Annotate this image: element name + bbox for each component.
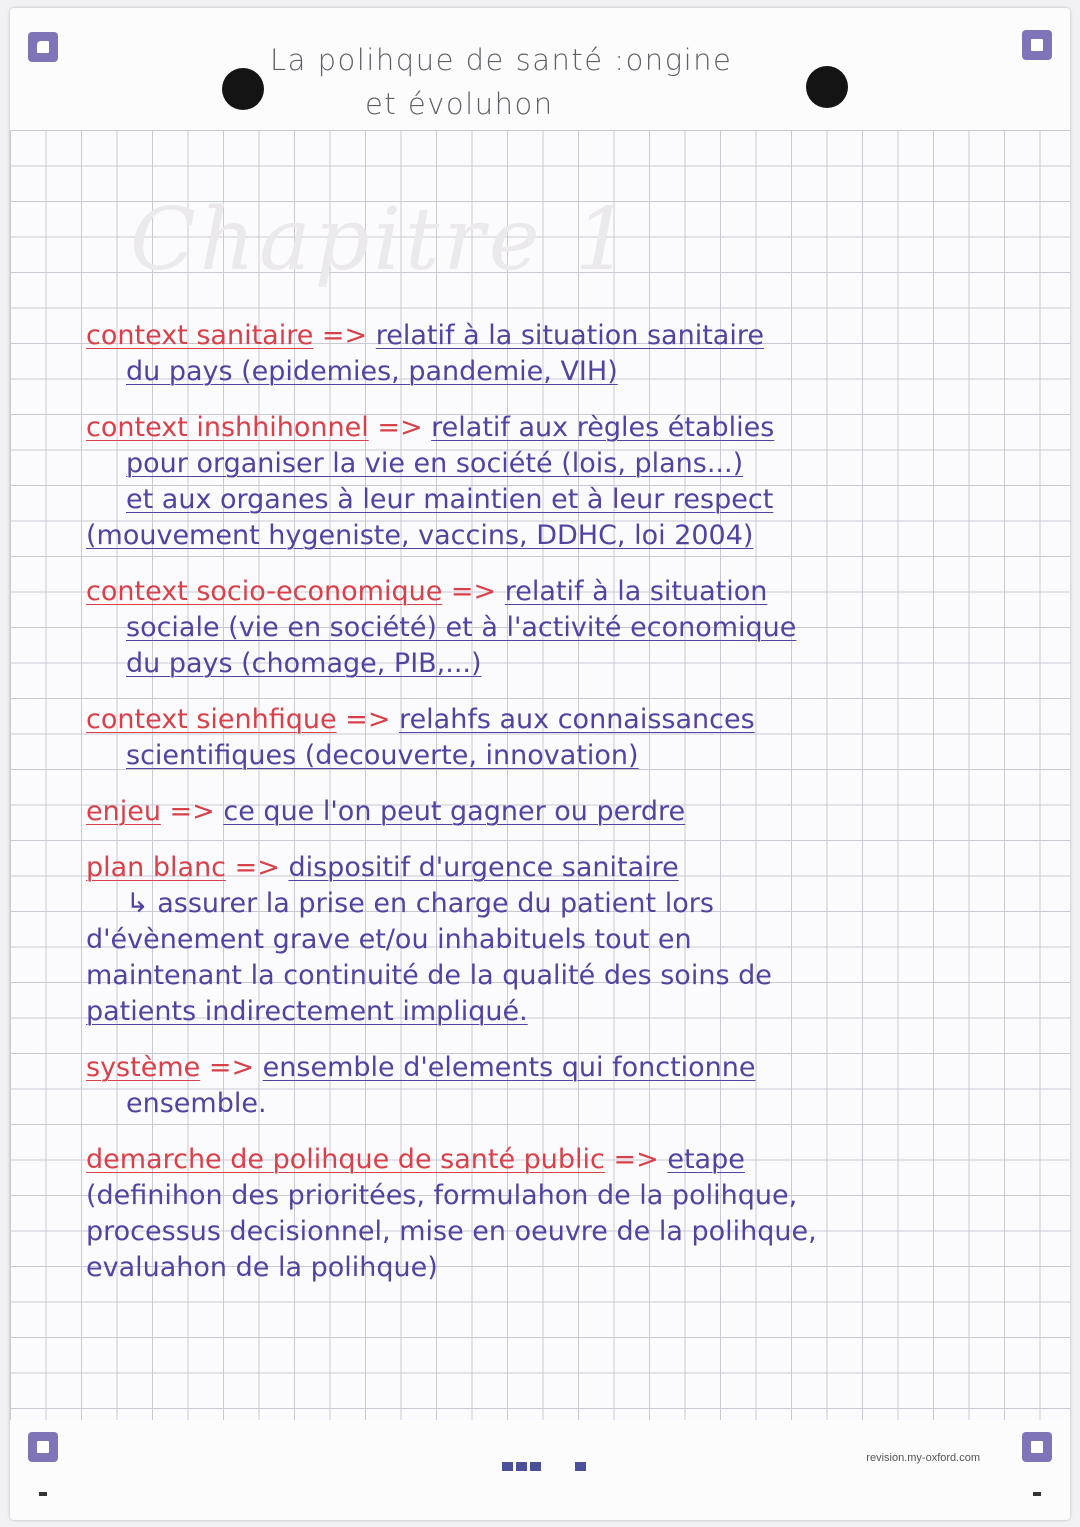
definition-entry bbox=[86, 410, 1046, 554]
term: système bbox=[86, 1052, 201, 1083]
definition-line: scientifiques (decouverte, innovation) bbox=[126, 740, 639, 771]
definition-line: etape bbox=[667, 1144, 745, 1175]
definition-entry bbox=[86, 574, 1046, 682]
notebook-page bbox=[10, 8, 1070, 1520]
page-title bbox=[270, 38, 830, 126]
definition-line: relahfs aux connaissances bbox=[399, 704, 755, 735]
definition-line: relatif à la situation bbox=[504, 576, 768, 607]
indicator-dot-icon bbox=[516, 1462, 527, 1471]
footer-site-url: revision.my-oxford.com bbox=[866, 1452, 980, 1464]
definition-line: du pays (chomage, PIB,...) bbox=[126, 648, 482, 679]
definition-line: ensemble d'elements qui fonctionne bbox=[262, 1052, 756, 1083]
corner-marker-bottom-right-icon bbox=[1022, 1432, 1052, 1462]
definition-entry bbox=[86, 1142, 1046, 1286]
arrow: => bbox=[234, 852, 280, 883]
arrow: => bbox=[169, 796, 215, 827]
definition-line: (definihon des prioritées, formulahon de la polihque, bbox=[86, 1180, 798, 1211]
term: plan blanc bbox=[86, 852, 227, 883]
binder-hole-left bbox=[222, 68, 264, 110]
indicator-dot-icon bbox=[530, 1462, 541, 1471]
definition-line: du pays (epidemies, pandemie, VIH) bbox=[126, 356, 618, 387]
definition-line: ensemble. bbox=[126, 1088, 267, 1119]
title-line-1: La polihque de santé :ongine bbox=[270, 43, 733, 77]
term: context sanitaire bbox=[86, 320, 314, 351]
corner-dash-icon bbox=[39, 1492, 47, 1496]
definition-line: sociale (vie en société) et à l'activité economique bbox=[126, 612, 797, 643]
definition-line: patients indirectement impliqué. bbox=[86, 996, 528, 1027]
definition-line: (mouvement hygeniste, vaccins, DDHC, loi 2004) bbox=[86, 520, 754, 551]
chapter-heading: Chapitre 1 bbox=[130, 190, 634, 290]
arrow: => bbox=[321, 320, 368, 351]
definition-entry bbox=[86, 1050, 1046, 1122]
page-indicator bbox=[502, 1456, 589, 1475]
definition-line: pour organiser la vie en société (lois, plans...) bbox=[126, 448, 744, 479]
definition-entry bbox=[86, 850, 1046, 1030]
corner-marker-top-left-icon bbox=[28, 32, 58, 62]
definition-line: maintenant la continuité de la qualité des soins de bbox=[86, 960, 772, 991]
corner-marker-bottom-left-icon bbox=[28, 1432, 58, 1462]
definition-line: et aux organes à leur maintien et à leur respect bbox=[126, 484, 774, 515]
arrow: => bbox=[613, 1144, 659, 1175]
corner-marker-top-right-icon bbox=[1022, 30, 1052, 60]
arrow: => bbox=[345, 704, 391, 735]
definition-line: evaluahon de la polihque) bbox=[86, 1252, 438, 1283]
definition-line: dispositif d'urgence sanitaire bbox=[288, 852, 679, 883]
term: context sienhfique bbox=[86, 704, 337, 735]
definition-line: relatif aux règles établies bbox=[431, 412, 775, 443]
indicator-dot-icon bbox=[502, 1462, 513, 1471]
definition-line: ↳ assurer la prise en charge du patient lors bbox=[126, 888, 714, 919]
title-line-2: et évoluhon bbox=[365, 87, 554, 121]
definition-entry bbox=[86, 318, 1046, 390]
term: context socio-economique bbox=[86, 576, 443, 607]
definition-entry bbox=[86, 702, 1046, 774]
definition-line: processus decisionnel, mise en oeuvre de la polihque, bbox=[86, 1216, 817, 1247]
definitions-list bbox=[86, 318, 1046, 1306]
term: enjeu bbox=[86, 796, 161, 827]
definition-line: relatif à la situation sanitaire bbox=[375, 320, 764, 351]
arrow: => bbox=[208, 1052, 255, 1083]
term: demarche de polihque de santé public bbox=[86, 1144, 605, 1175]
arrow: => bbox=[377, 412, 423, 443]
corner-dash-icon bbox=[1033, 1492, 1041, 1496]
definition-line: ce que l'on peut gagner ou perdre bbox=[223, 796, 686, 827]
arrow: => bbox=[450, 576, 497, 607]
indicator-dot-icon bbox=[575, 1462, 586, 1471]
term: context inshhihonnel bbox=[86, 412, 369, 443]
definition-line: d'évènement grave et/ou inhabituels tout en bbox=[86, 924, 692, 955]
definition-entry bbox=[86, 794, 1046, 830]
